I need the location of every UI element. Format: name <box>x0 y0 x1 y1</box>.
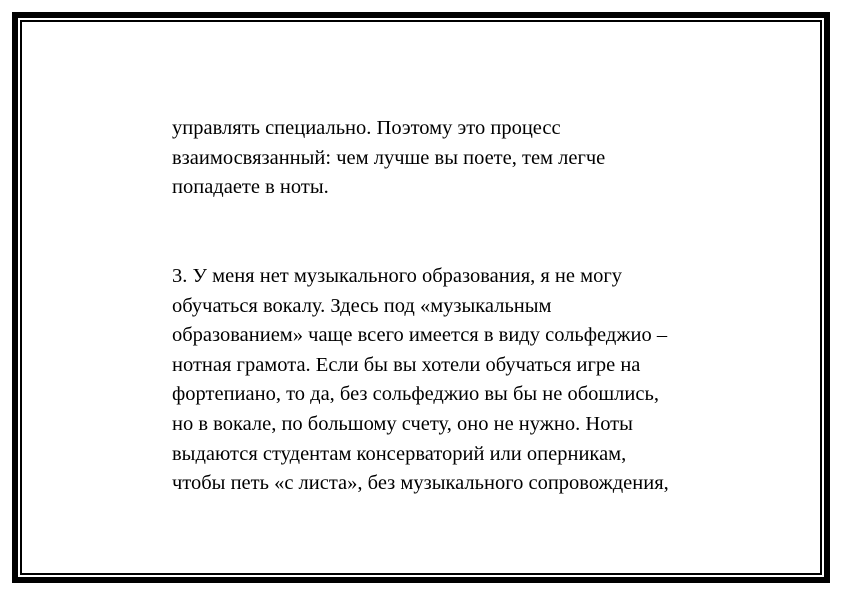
document-body <box>172 114 732 499</box>
text-line: взаимосвязанный: чем лучше вы поете, тем легче <box>172 146 606 169</box>
text-line: фортепиано, то да, без сольфеджио вы бы не обошлись, <box>172 383 659 406</box>
text-line: 3. У меня нет музыкального образования, я не могу <box>172 264 622 287</box>
text-line: управлять специально. Поэтому это процесс <box>172 117 561 139</box>
paragraph-2 <box>172 262 732 499</box>
text-line: чтобы петь «с листа», без музыкального сопровождения, <box>172 472 669 495</box>
paragraph-1 <box>172 114 732 203</box>
text-line: попадаете в ноты. <box>172 176 329 199</box>
text-line: нотная грамота. Если бы вы хотели обучаться игре на <box>172 353 641 376</box>
text-line: образованием» чаще всего имеется в виду сольфеджио – <box>172 324 668 347</box>
text-line: обучаться вокалу. Здесь под «музыкальным <box>172 294 552 317</box>
text-line: но в вокале, по большому счету, оно не нужно. Ноты <box>172 412 633 435</box>
text-line: выдаются студентам консерваторий или оперникам, <box>172 442 627 465</box>
